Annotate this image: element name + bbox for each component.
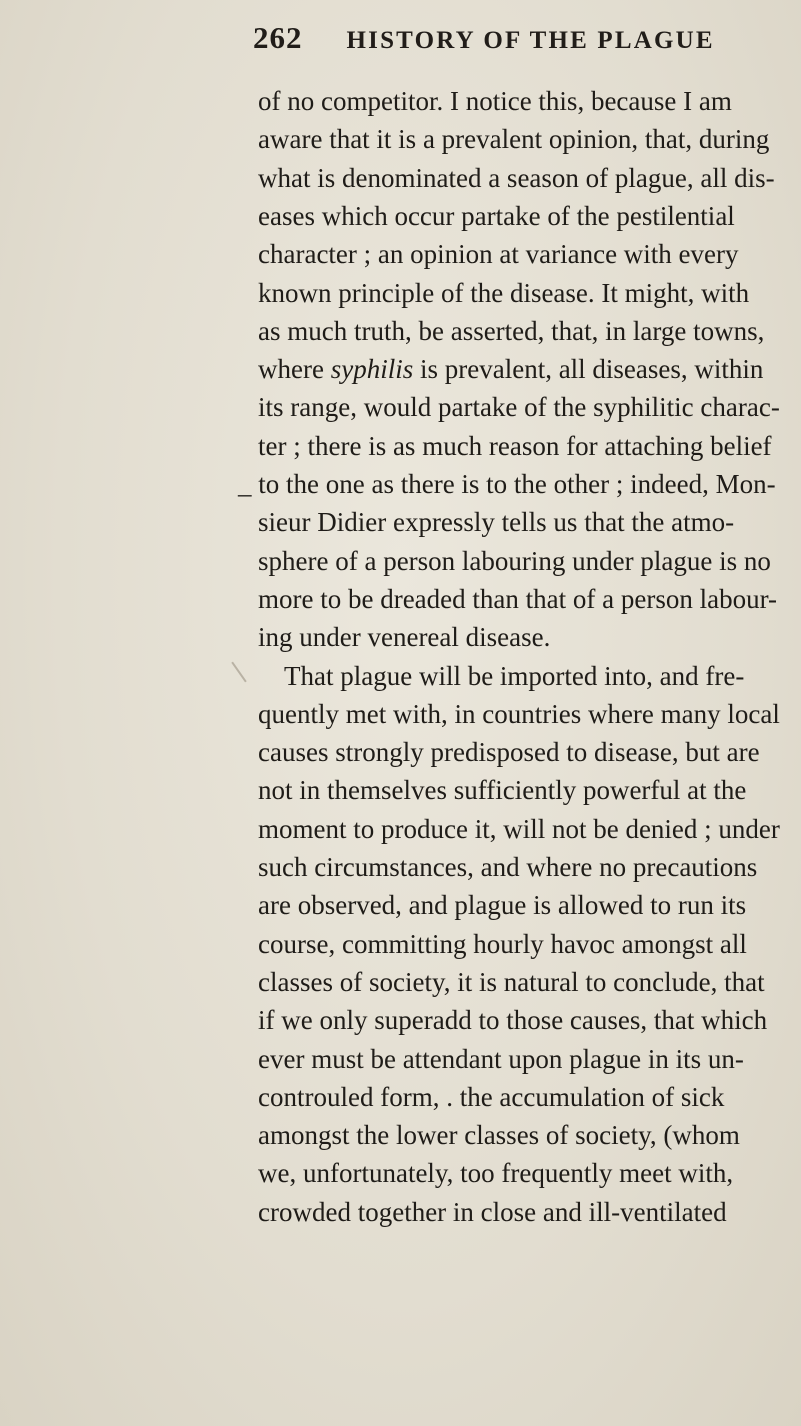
- text-line: ever must be attendant upon plague in its un-: [258, 1043, 744, 1074]
- text-line: controuled form, . the accumulation of sick: [258, 1081, 725, 1112]
- text-line: course, committing hourly havoc amongst all: [258, 928, 747, 959]
- text-line: its range, would partake of the syphilitic charac-: [258, 392, 780, 423]
- text-line: ter ; there is as much reason for attaching belief: [258, 430, 772, 461]
- text-run: where: [258, 354, 331, 385]
- text-line: eases which occur partake of the pestilential: [258, 200, 735, 231]
- text-line: are observed, and plague is allowed to run its: [258, 890, 747, 921]
- text-line: if we only superadd to those causes, that which: [258, 1005, 768, 1036]
- running-head: [253, 20, 715, 60]
- margin-tick: [231, 662, 246, 683]
- page-number: 262: [253, 20, 303, 55]
- text-line: we, unfortunately, too frequently meet with,: [258, 1158, 734, 1189]
- text-line: quently met with, in countries where many local: [258, 698, 780, 729]
- text-line: crowded together in close and ill-ventilated: [258, 1196, 727, 1227]
- text-line: moment to produce it, will not be denied ; under: [258, 813, 780, 844]
- text-line: character ; an opinion at variance with every: [258, 239, 739, 270]
- text-line: sieur Didier expressly tells us that the atmo-: [258, 507, 735, 538]
- text-line: amongst the lower classes of society, (whom: [258, 1120, 740, 1151]
- text-line: _ to the one as there is to the other ; indeed, Mon-: [238, 469, 776, 499]
- text-line: aware that it is a prevalent opinion, that, during: [258, 124, 770, 155]
- text-line: not in themselves sufficiently powerful at the: [258, 775, 747, 806]
- text-line: what is denominated a season of plague, all dis-: [258, 162, 775, 193]
- italic-word: syphilis: [330, 354, 414, 385]
- text-line: causes strongly predisposed to disease, but are: [258, 737, 760, 768]
- running-title: HISTORY OF THE PLAGUE: [346, 27, 715, 54]
- text-line: That plague will be imported into, and fre-: [284, 660, 745, 691]
- text-line: as much truth, be asserted, that, in large towns,: [258, 315, 765, 346]
- text-run: is prevalent, all diseases, within: [413, 354, 764, 385]
- text-line: [258, 350, 764, 388]
- text-line: classes of society, it is natural to conclude, that: [258, 966, 765, 997]
- text-line: sphere of a person labouring under plague is no: [258, 545, 771, 576]
- text-line: more to be dreaded than that of a person labour-: [258, 583, 778, 614]
- text-line: such circumstances, and where no precautions: [258, 852, 758, 882]
- text-line: of no competitor. I notice this, because I am: [258, 86, 732, 116]
- text-line: ing under venereal disease.: [258, 622, 551, 653]
- text-line: known principle of the disease. It might, with: [258, 277, 750, 308]
